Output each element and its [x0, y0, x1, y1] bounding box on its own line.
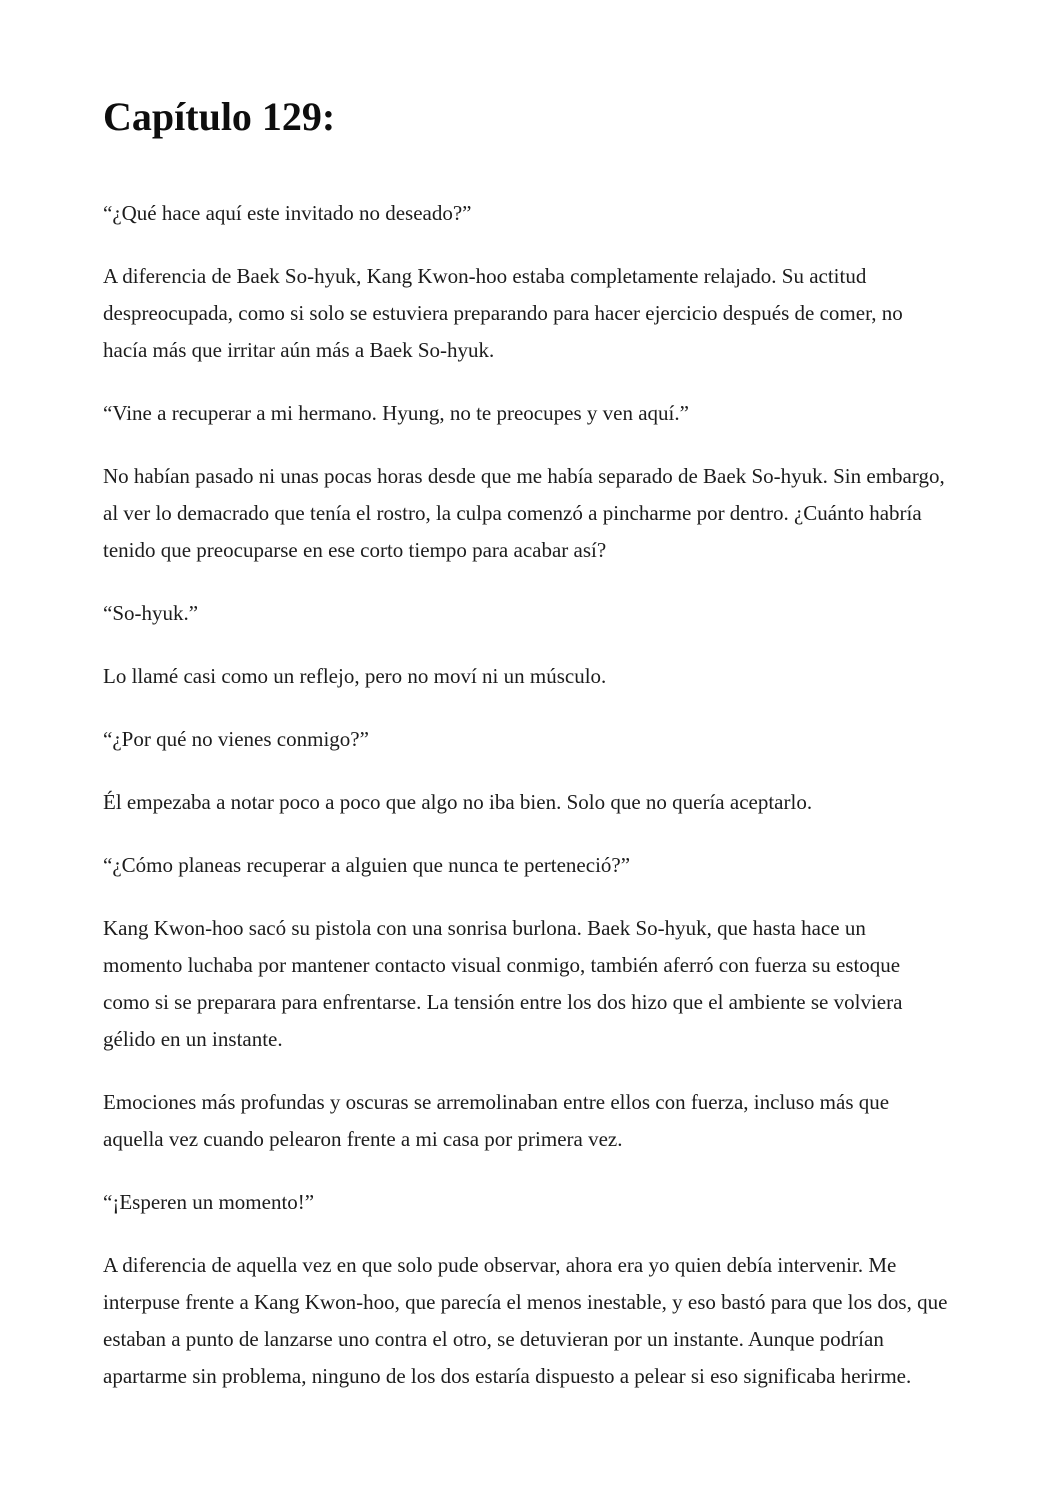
paragraph-dialogue: “¿Por qué no vienes conmigo?”	[103, 727, 369, 751]
paragraph-narration: Lo llamé casi como un reflejo, pero no moví ni un músculo.	[103, 664, 607, 688]
paragraph-dialogue: “So-hyuk.”	[103, 601, 199, 625]
paragraph-dialogue: “Vine a recuperar a mi hermano. Hyung, no te preocupes y ven aquí.”	[103, 401, 689, 425]
paragraph-narration: A diferencia de aquella vez en que solo pude observar, ahora era yo quien debía intervenir. Me interpuse frente a Kang Kwon-hoo, que parecía el menos inestable, y eso bastó para que los dos, que estaban a punto de lanzarse uno contra el otro, se detuvieran por un instante. Aunque podrían apartarme sin problema, ninguno de los dos estaría dispuesto a pelear si eso significaba herirme.	[103, 1253, 948, 1388]
paragraph-narration: A diferencia de Baek So-hyuk, Kang Kwon-hoo estaba completamente relajado. Su actitud despreocupada, como si solo se estuviera preparando para hacer ejercicio después de comer, no hacía más que irritar aún más a Baek So-hyuk.	[103, 264, 903, 362]
paragraph-narration: Kang Kwon-hoo sacó su pistola con una sonrisa burlona. Baek So-hyuk, que hasta hace un momento luchaba por mantener contacto visual conmigo, también aferró con fuerza su estoque como si se preparara para enfrentarse. La tensión entre los dos hizo que el ambiente se volviera gélido en un instante.	[103, 916, 903, 1051]
paragraph-dialogue: “¿Cómo planeas recuperar a alguien que nunca te perteneció?”	[103, 853, 631, 877]
paragraph-dialogue: “¿Qué hace aquí este invitado no deseado?”	[103, 201, 472, 225]
paragraph-narration: No habían pasado ni unas pocas horas desde que me había separado de Baek So-hyuk. Sin embargo, al ver lo demacrado que tenía el rostro, la culpa comenzó a pincharme por dentro. ¿Cuánto habría tenido que preocuparse en ese corto tiempo para acabar así?	[103, 464, 945, 562]
paragraph-narration: Emociones más profundas y oscuras se arremolinaban entre ellos con fuerza, incluso más que aquella vez cuando pelearon frente a mi casa por primera vez.	[103, 1090, 890, 1151]
paragraph-narration: Él empezaba a notar poco a poco que algo no iba bien. Solo que no quería aceptarlo.	[103, 790, 813, 814]
paragraph-dialogue: “¡Esperen un momento!”	[103, 1190, 315, 1214]
chapter-title: Capítulo 129:	[103, 94, 336, 139]
